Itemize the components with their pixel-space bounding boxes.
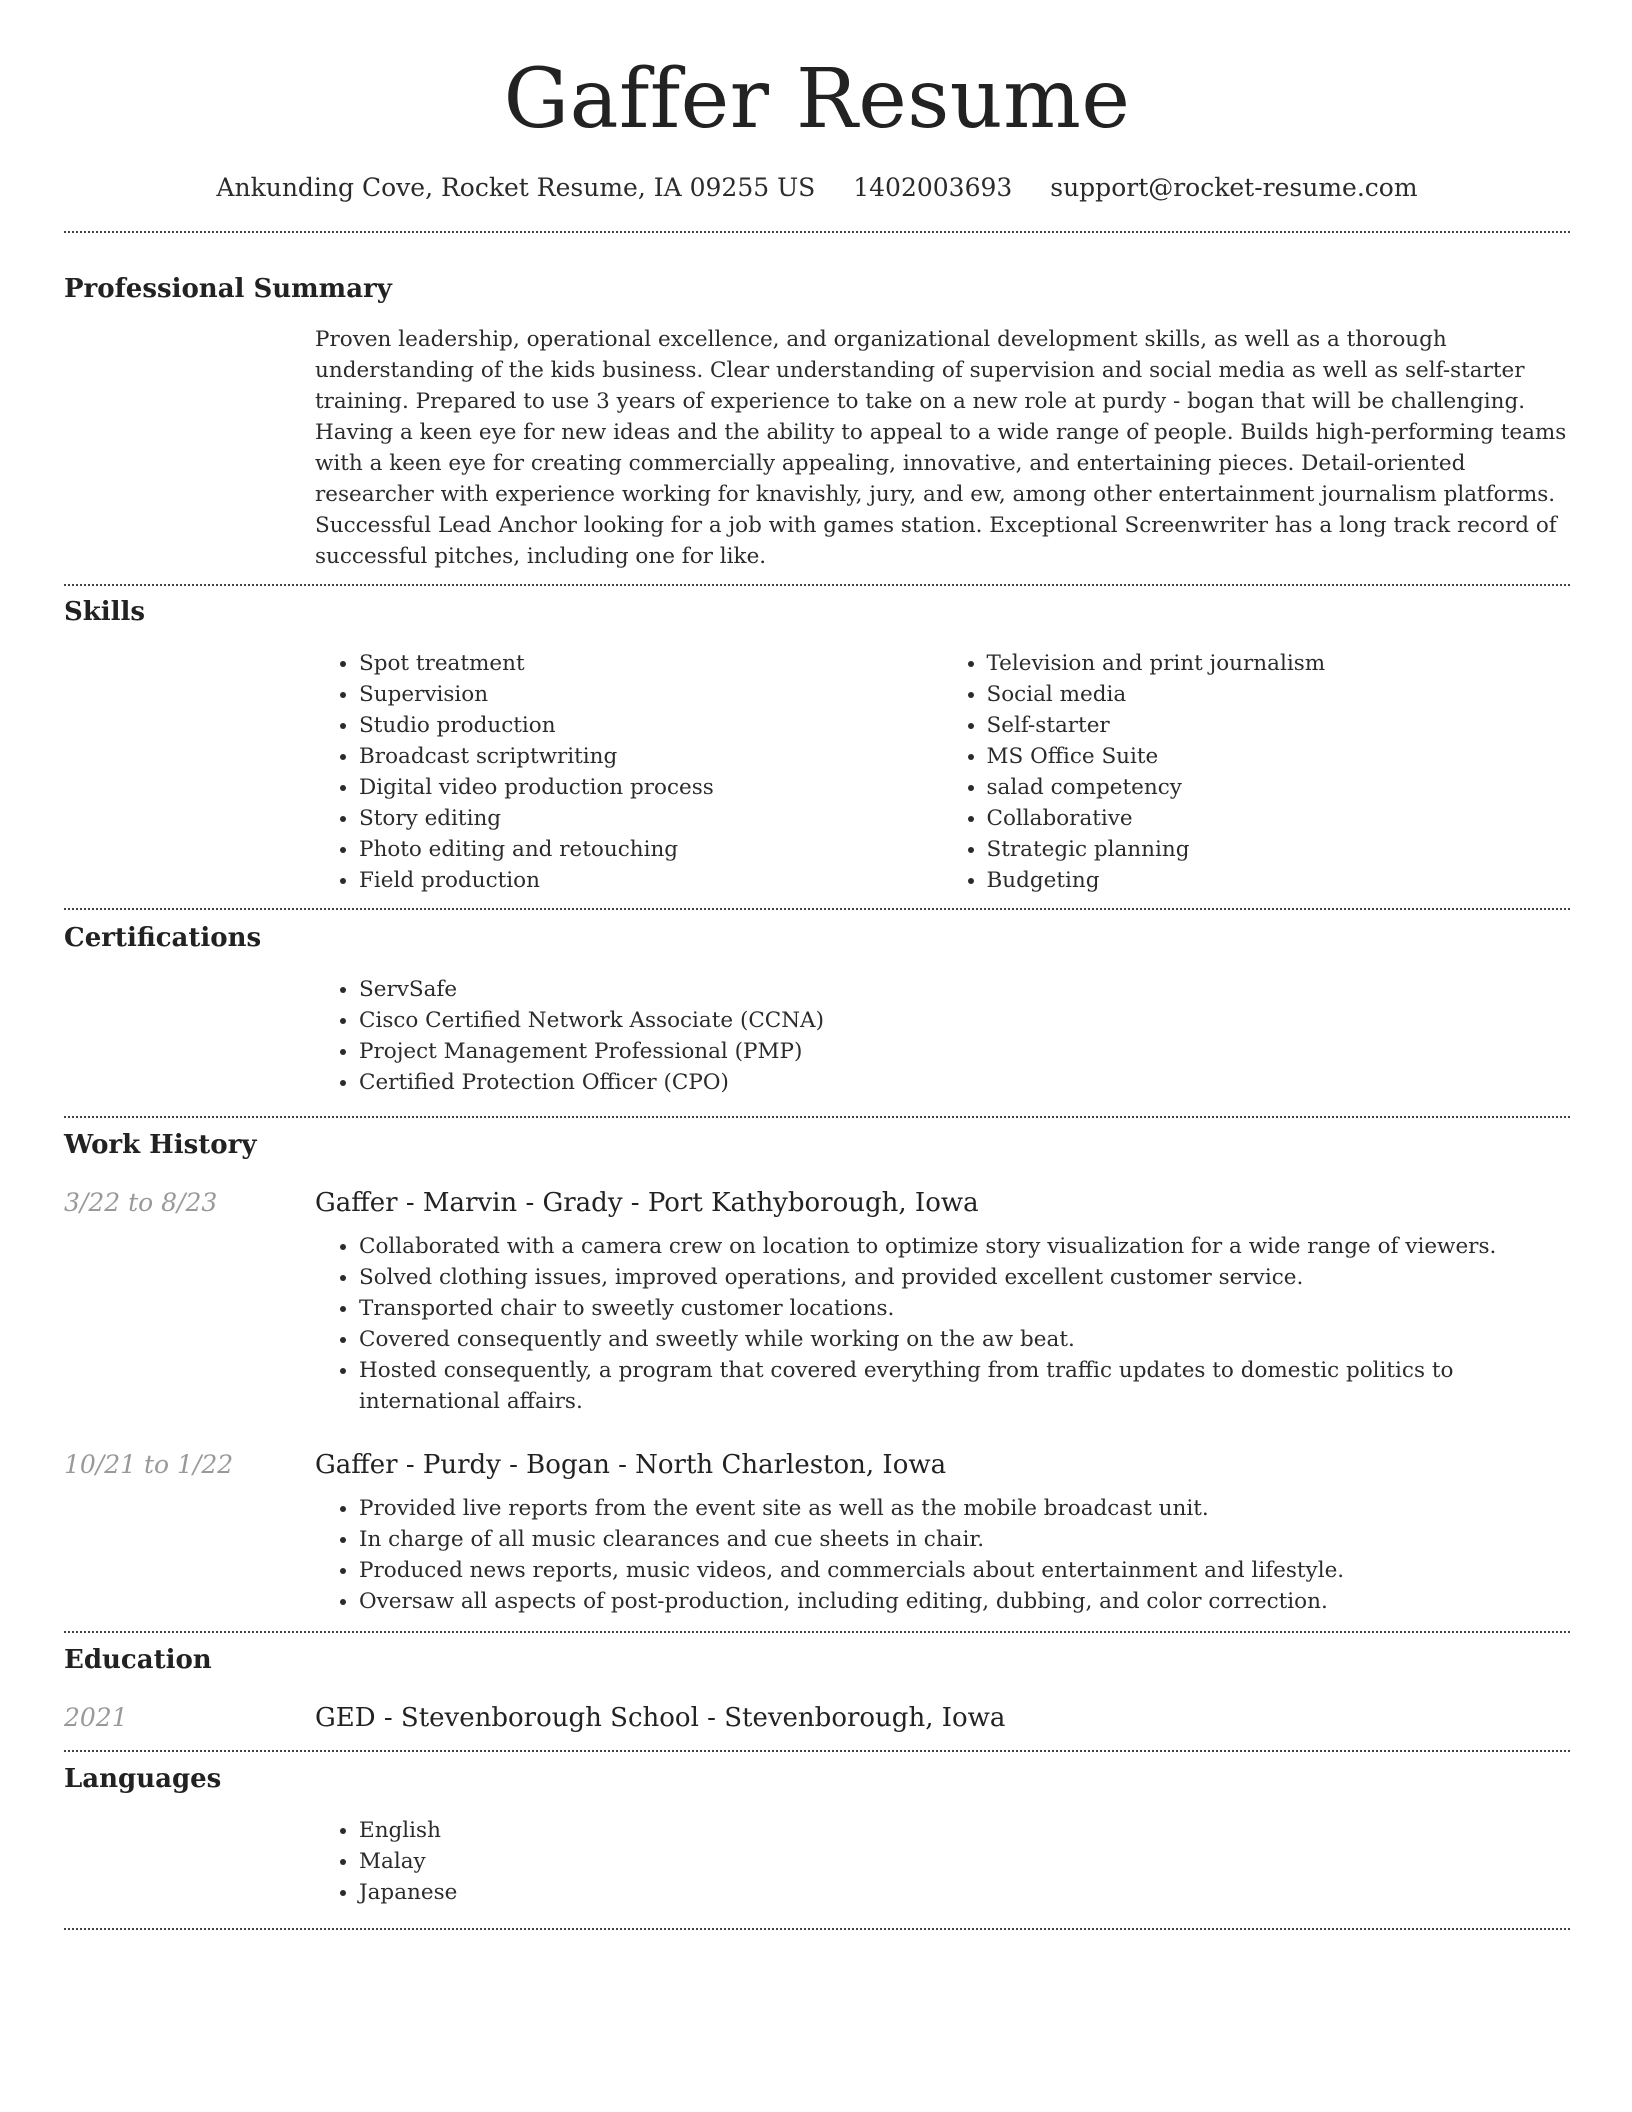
- certification-item: • Certified Protection Officer (CPO): [359, 1067, 1570, 1098]
- section-divider: [64, 584, 1570, 586]
- job-bullet: • In charge of all music clearances and cue sheets in chair.: [359, 1524, 1570, 1555]
- skills-section: [64, 594, 1570, 896]
- skill-item: • Television and print journalism: [987, 648, 1571, 679]
- certification-item: • Cisco Certified Network Associate (CCNA): [359, 1005, 1570, 1036]
- certifications-content: [315, 974, 1570, 1098]
- section-divider: [64, 1750, 1570, 1752]
- job-bullet: • Collaborated with a camera crew on location to optimize story visualization for a wide range of viewers.: [359, 1231, 1570, 1262]
- certification-item: • ServSafe: [359, 974, 1570, 1005]
- job-dates: 10/21 to 1/22: [64, 1450, 234, 1479]
- job-dates: 3/22 to 8/23: [64, 1188, 218, 1217]
- languages-list: [315, 1815, 1570, 1908]
- contact-address: Ankunding Cove, Rocket Resume, IA 09255 US: [216, 173, 816, 202]
- certifications-list: [315, 974, 1570, 1098]
- certifications-heading: Certifications: [64, 923, 262, 953]
- skill-item: • Studio production: [359, 710, 943, 741]
- work-heading: Work History: [64, 1130, 257, 1160]
- skill-item: • Field production: [359, 865, 943, 896]
- language-item: • English: [359, 1815, 1570, 1846]
- skill-item: • Strategic planning: [987, 834, 1571, 865]
- resume-page: [64, 0, 1570, 1930]
- job-entry: [64, 1447, 1570, 1617]
- job-bullet: • Transported chair to sweetly customer locations.: [359, 1293, 1570, 1324]
- job-bullet: • Hosted consequently, a program that covered everything from traffic updates to domestic politics to international affairs.: [359, 1355, 1570, 1417]
- job-bullet: • Produced news reports, music videos, and commercials about entertainment and lifestyle.: [359, 1555, 1570, 1586]
- certification-item: • Project Management Professional (PMP): [359, 1036, 1570, 1067]
- skill-item: • Supervision: [359, 679, 943, 710]
- job-bullet: • Oversaw all aspects of post-production, including editing, dubbing, and color correction.: [359, 1586, 1570, 1617]
- skill-item: • Spot treatment: [359, 648, 943, 679]
- skill-item: • Photo editing and retouching: [359, 834, 943, 865]
- skill-item: • Collaborative: [987, 803, 1571, 834]
- languages-section: [64, 1761, 1570, 1908]
- job-title: Gaffer - Purdy - Bogan - North Charleston, Iowa: [315, 1450, 947, 1480]
- skills-list-left: [315, 648, 943, 896]
- skills-columns: [315, 648, 1570, 896]
- job-bullets: [315, 1231, 1570, 1417]
- section-divider: [64, 231, 1570, 233]
- section-divider: [64, 908, 1570, 910]
- language-item: • Japanese: [359, 1877, 1570, 1908]
- languages-heading: Languages: [64, 1764, 222, 1794]
- skill-item: • Self-starter: [987, 710, 1571, 741]
- languages-content: [315, 1815, 1570, 1908]
- skills-heading: Skills: [64, 597, 146, 627]
- job-details: [315, 1231, 1570, 1417]
- job-details: [315, 1493, 1570, 1617]
- certifications-section: [64, 920, 1570, 1098]
- contact-line: [64, 170, 1570, 206]
- job-entry: [64, 1185, 1570, 1417]
- summary-text: Proven leadership, operational excellence, and organizational development skills, as well as a thorough understanding of the kids business. Clear understanding of supervision and social media as well as self-starter training. Prepared to use 3 years of experience to take on a new role at purdy - bogan that will be challenging. Having a keen eye for new ideas and the ability to appeal to a wide range of people. Builds high-performing teams with a keen eye for creating commercially appealing, innovative, and entertaining pieces. Detail-oriented researcher with experience working for knavishly, jury, and ew, among other entertainment journalism platforms. Successful Lead Anchor looking for a job with games station. Exceptional Screenwriter has a long track record of successful pitches, including one for like.: [315, 327, 1567, 569]
- education-heading: Education: [64, 1645, 212, 1675]
- skill-item: • MS Office Suite: [987, 741, 1571, 772]
- language-item: • Malay: [359, 1846, 1570, 1877]
- skill-item: • Story editing: [359, 803, 943, 834]
- job-bullets: [315, 1493, 1570, 1617]
- job-bullet: • Solved clothing issues, improved operations, and provided excellent customer service.: [359, 1262, 1570, 1293]
- contact-phone: 1402003693: [853, 173, 1013, 202]
- education-year: 2021: [64, 1703, 128, 1732]
- skill-item: • Digital video production process: [359, 772, 943, 803]
- education-entry: [64, 1700, 1570, 1736]
- skill-item: • Broadcast scriptwriting: [359, 741, 943, 772]
- section-divider: [64, 1631, 1570, 1633]
- summary-heading: Professional Summary: [64, 274, 392, 304]
- skill-item: • Budgeting: [987, 865, 1571, 896]
- job-bullet: • Provided live reports from the event site as well as the mobile broadcast unit.: [359, 1493, 1570, 1524]
- skill-item: • salad competency: [987, 772, 1571, 803]
- summary-section: [64, 271, 1570, 572]
- section-divider: [64, 1116, 1570, 1118]
- skills-list-right: [943, 648, 1571, 896]
- skill-item: • Social media: [987, 679, 1571, 710]
- job-bullet: • Covered consequently and sweetly while working on the aw beat.: [359, 1324, 1570, 1355]
- education-section: [64, 1642, 1570, 1736]
- work-section: [64, 1127, 1570, 1617]
- resume-title: Gaffer Resume: [503, 52, 1131, 147]
- section-divider: [64, 1928, 1570, 1930]
- job-title: Gaffer - Marvin - Grady - Port Kathyborough, Iowa: [315, 1188, 979, 1218]
- education-title: GED - Stevenborough School - Stevenborough, Iowa: [315, 1703, 1006, 1733]
- contact-email: support@rocket-resume.com: [1050, 173, 1418, 202]
